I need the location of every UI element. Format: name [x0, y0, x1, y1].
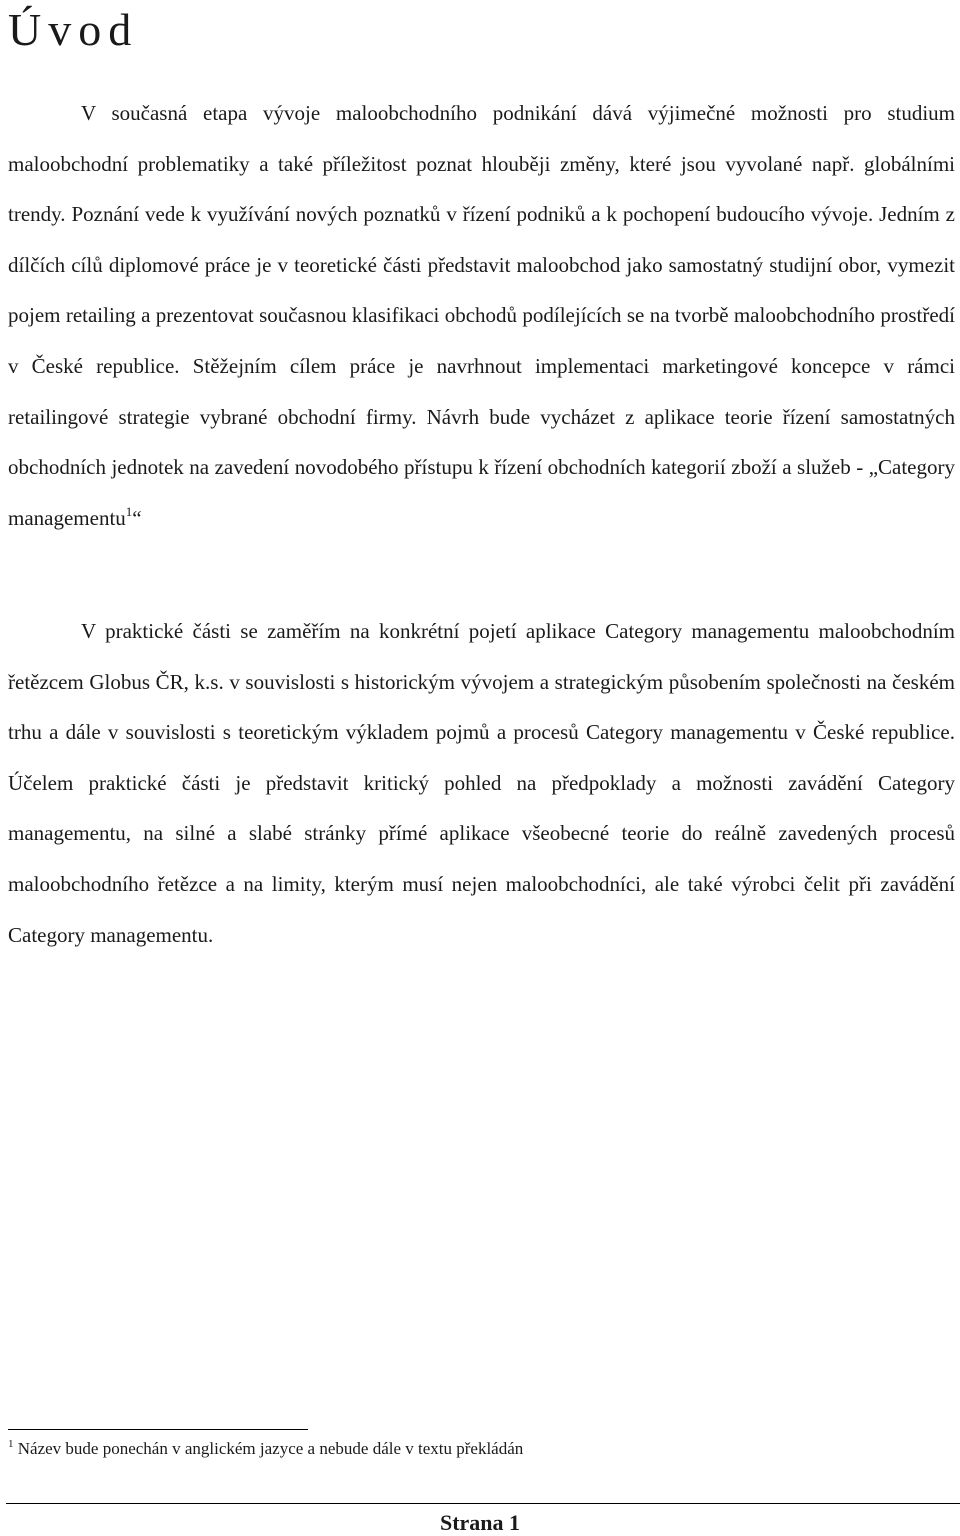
paragraph-practical-text: V praktické části se zaměřím na konkrétní pojetí aplikace Category managementu maloobchodním řetězcem Globus ČR, k.s. v souvislosti s historickým vývojem a strategickým působením společnosti na českém trhu a dále v souvislosti s teoretickým výkladem pojmů a procesů Category managementu v České republice. Účelem praktické části je představit kritický pohled na předpoklady a možnosti zavádění Category managementu, na silné a slabé stránky přímé aplikace všeobecné teorie do reálně zavedených procesů maloobchodního řetězce a na limity, kterým musí nejen maloobchodníci, ale také výrobci čelit při zavádění Category managementu.: [8, 619, 955, 947]
footnote: [8, 1438, 523, 1460]
footer-separator: [6, 1503, 960, 1504]
footnote-number: 1: [8, 1438, 14, 1450]
paragraph-intro-text: V současná etapa vývoje maloobchodního podnikání dává výjimečné možnosti pro studium maloobchodní problematiky a také příležitost poznat hlouběji změny, které jsou vyvolané např. globálními trendy. Poznání vede k využívání nových poznatků v řízení podniků a k pochopení budoucího vývoje. Jedním z dílčích cílů diplomové práce je v teoretické části představit maloobchod jako samostatný studijní obor, vymezit pojem retailing a prezentovat současnou klasifikaci obchodů podílejících se na tvorbě maloobchodního prostředí v České republice. Stěžejním cílem práce je navrhnout implementaci marketingové koncepce v rámci retailingové strategie vybrané obchodní firmy. Návrh bude vycházet z aplikace teorie řízení samostatných obchodních jednotek na zavedení novodobého přístupu k řízení obchodních kategorií zboží a služeb - „Category managementu: [8, 101, 955, 530]
paragraph-practical: [8, 606, 955, 960]
section-heading: Úvod: [8, 4, 139, 55]
page-number: Strana 1: [439, 1510, 521, 1535]
footnote-reference[interactable]: 1: [125, 503, 133, 519]
paragraph-intro: [8, 88, 955, 543]
footnote-text: Název bude ponechán v anglickém jazyce a nebude dále v textu překládán: [17, 1439, 524, 1458]
closing-quote: “: [132, 505, 142, 530]
footnote-separator: [8, 1429, 308, 1430]
